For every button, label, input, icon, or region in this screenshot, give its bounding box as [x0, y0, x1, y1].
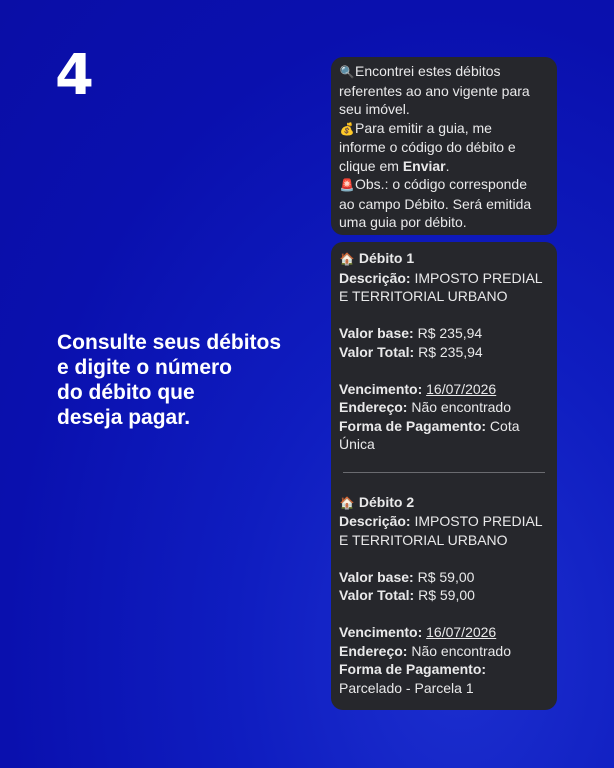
house-icon: 🏠: [339, 495, 355, 510]
field-value: Parcelado - Parcela 1: [339, 679, 474, 696]
debit-title: Débito 2: [358, 493, 415, 510]
house-icon: 🏠: [339, 252, 355, 266]
field-value: IMPOSTO PREDIAL: [414, 269, 543, 286]
intro-text: referentes ao ano vigente para: [339, 82, 530, 99]
caption-line: deseja pagar.: [57, 406, 191, 429]
instruction-caption: [57, 330, 307, 430]
field-label: Valor Total:: [339, 343, 415, 360]
field-label: Endereço:: [339, 399, 408, 415]
send-keyword: Enviar: [402, 157, 446, 174]
magnifier-icon: 🔍: [339, 65, 355, 79]
field-value: R$ 235,94: [417, 325, 483, 341]
siren-icon: 🚨: [339, 178, 355, 192]
field-label: Endereço:: [339, 642, 408, 659]
field-label: Valor Total:: [339, 587, 415, 603]
due-date-link[interactable]: 16/07/2026: [426, 380, 497, 397]
field-value: R$ 59,00: [418, 587, 475, 603]
field-value: Não encontrado: [411, 399, 511, 415]
intro-text: uma guia por débito.: [339, 214, 467, 230]
field-value: Não encontrado: [411, 642, 511, 659]
caption-line: Consulte seus débitos: [57, 331, 282, 354]
step-number: 4: [55, 43, 94, 108]
debit-card: [339, 249, 549, 454]
intro-text: clique em: [339, 157, 403, 174]
field-label: Valor base:: [339, 568, 414, 585]
divider: [343, 472, 545, 473]
field-label: Descrição:: [339, 513, 411, 529]
due-date-link[interactable]: 16/07/2026: [426, 624, 497, 640]
field-label: Vencimento:: [339, 624, 423, 640]
field-value: R$ 235,94: [418, 343, 483, 360]
field-label: Vencimento:: [339, 380, 423, 397]
field-value: Cota: [489, 417, 520, 434]
money-bag-icon: 💰: [339, 121, 355, 136]
chat-message-intro: [331, 57, 557, 235]
field-value: E TERRITORIAL URBANO: [339, 288, 508, 304]
field-label: Forma de Pagamento:: [339, 661, 487, 677]
debit-title: Débito 1: [358, 250, 415, 266]
debit-card: [339, 493, 549, 698]
caption-line: do débito que: [57, 381, 195, 404]
field-label: Descrição:: [339, 269, 411, 286]
intro-text: seu imóvel.: [339, 101, 410, 117]
intro-text: Para emitir a guia, me: [355, 119, 492, 136]
intro-text: Encontrei estes débitos: [355, 63, 501, 79]
field-label: Valor base:: [339, 325, 414, 341]
intro-text: Obs.: o código corresponde: [355, 176, 527, 192]
chat-message-debits: [331, 242, 557, 710]
intro-text: ao campo Débito. Será emitida: [339, 195, 532, 212]
field-value: R$ 59,00: [417, 568, 475, 585]
field-value: E TERRITORIAL URBANO: [339, 531, 508, 548]
field-label: Forma de Pagamento:: [339, 417, 487, 434]
field-value: IMPOSTO PREDIAL: [414, 513, 543, 529]
field-value: Única: [339, 436, 375, 452]
caption-line: e digite o número: [57, 356, 233, 379]
intro-text: .: [445, 157, 450, 174]
intro-text: informe o código do débito e: [339, 139, 516, 155]
